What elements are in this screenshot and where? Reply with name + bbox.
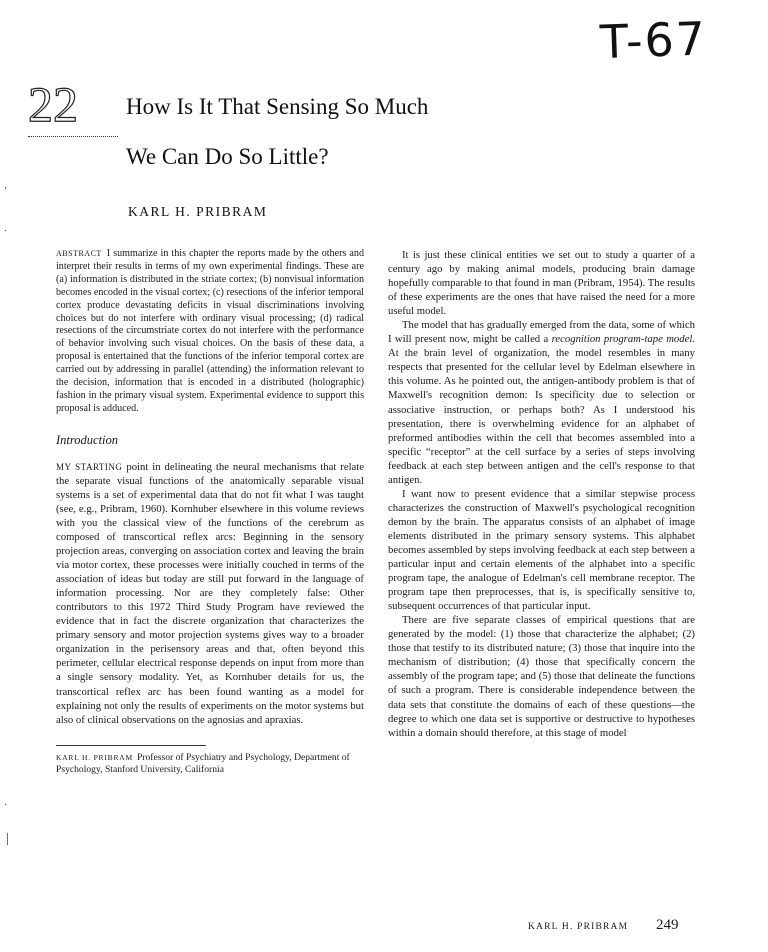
- introduction-paragraph: [56, 460, 364, 727]
- page-number: 249: [656, 917, 679, 933]
- paragraph: I want now to present evidence that a similar stepwise process characterizes the construction of Maxwell's psychological recognition demon by the brain. The apparatus consists of an alphabet of image elements distributed in the primary sensory systems. This alphabet becomes assembled by steps involving feedback at each step between a particular input and certain elements of the alphabet into a specific program tape, the analogue of Edelman's cell membrane receptor. The program tape then preprocesses, that is, is specifically sensitive to, subsequent occurrences of that particular input.: [388, 487, 695, 613]
- right-column: [388, 248, 695, 740]
- margin-mark: ·: [4, 800, 8, 811]
- handwritten-note: T-67: [599, 11, 708, 70]
- lead-word: MY STARTING: [56, 461, 123, 472]
- section-heading-introduction: Introduction: [56, 432, 119, 447]
- left-column: [56, 248, 364, 776]
- paragraph: There are five separate classes of empirical questions that are generated by the model: (1) those that characterize the alphabet; (2) those that testify to its distributed nature; (3) those that inquire into the mechanism of distribution; (4) those that specifically concern the assembly of the program tape; and (5) those that delineate the functions of such a program. There is considerable independence between the data sets that constitute the domains of each of these questions—the degree to which one data set is supportive or destructive to hypotheses within a domain should therefore, at this stage of model: [388, 614, 695, 739]
- paragraph-text: At the brain level of organization, the model resembles in many respects that presented for the cellular level by Edelman elsewhere in this volume. As he pointed out, the antigen-antibody problem is that of Maxwell's recognition demon: Is specificity due to selection or associative instruction, or perhaps both? As I understood his presentation, there is overwhelming evidence for an alphabet of preformed antibodies within the cell that becomes assembled into a specific “receptor” at the cell surface by a series of steps involving feedback at each step between antigen and the cell's response to that antigen.: [388, 347, 695, 486]
- abstract: [56, 248, 364, 416]
- chapter-number: 22: [28, 76, 118, 137]
- chapter-author: KARL H. PRIBRAM: [128, 204, 268, 219]
- abstract-label: ABSTRACT: [56, 249, 102, 258]
- paragraph: It is just these clinical entities we set out to study a quarter of a century ago by making animal models, producing brain damage hopefully comparable to that found in man (Pribram, 1954). The results of these experiments are the ones that have raised the need for a more useful model.: [388, 249, 695, 318]
- margin-mark: ’: [4, 186, 8, 197]
- margin-mark: ·: [4, 226, 8, 237]
- footnote-divider: [56, 745, 206, 746]
- footnote-text: Professor of Psychiatry and Psychology, Department of Psychology, Stanford University, California: [56, 751, 350, 775]
- italic-term: recognition program-tape model.: [551, 333, 696, 346]
- paragraph-text: The model that has gradually emerged from the data, some of which I will present now, might be called a: [388, 319, 695, 346]
- abstract-text: I summarize in this chapter the reports made by the others and interpret their results in terms of my own experimental findings. These are (a) information is distributed in the striate cortex; (b) nonvisual information becomes encoded in the visual cortex; (c) resections of the inferior temporal cortex produce devastating deficits in visual discriminations involving choices but do not interfere with ordinary visual processing; (d) radical resections of the circumstriate cortex do not interfere with the performance of behavior involving such visual choices. On the basis of these data, a proposal is entertained that the functions of the inferior temporal cortex are carried out by addressing in parallel (attending) the information relevant to the decision, information that is encoded in a distributed (holographic) fashion in the primary visual system. Experimental evidence to support this proposal is adduced.: [56, 248, 364, 414]
- author-footnote: [56, 752, 364, 777]
- paragraph: [388, 318, 695, 487]
- introduction-text: point in delineating the neural mechanisms that relate the separate visual functions of the anatomically separable visual systems is a set of experimental data that do not fit what I was taught (see, e.g., Pribram, 1960). Kornhuber elsewhere in this volume reviews with you the classical view of the functions of the cerebrum as composed of transcortical reflex arcs: Beginning in the sensory projection areas, converging on association cortex and leaving the brain via motor cortex, these processes were initially couched in terms of the association of ideas but today are still put forward in the language of information processing. Nor are they completely false: Other contributors to this 1972 Third Study Program have reviewed the evidence that in fact the discrete organization that characterizes the primary sensory and motor projection systems gives way to a broader organization in the perisensory areas and that, often beyond this perimeter, cellular electrical response depends on input from more than a single sensory modality. Yet, as Kornhuber details for us, the transcortical reflex arc has been found wanting as a model for explaining not only the results of experiments on the motor systems but also of clinical observations on the agnosias and apraxias.: [56, 460, 364, 726]
- running-footer: KARL H. PRIBRAM: [528, 922, 629, 932]
- footnote-author-name: KARL H. PRIBRAM: [56, 752, 133, 762]
- margin-mark: │: [4, 834, 12, 845]
- chapter-title-line-1: How Is It That Sensing So Much: [126, 94, 429, 119]
- chapter-title-line-2: We Can Do So Little?: [126, 144, 329, 169]
